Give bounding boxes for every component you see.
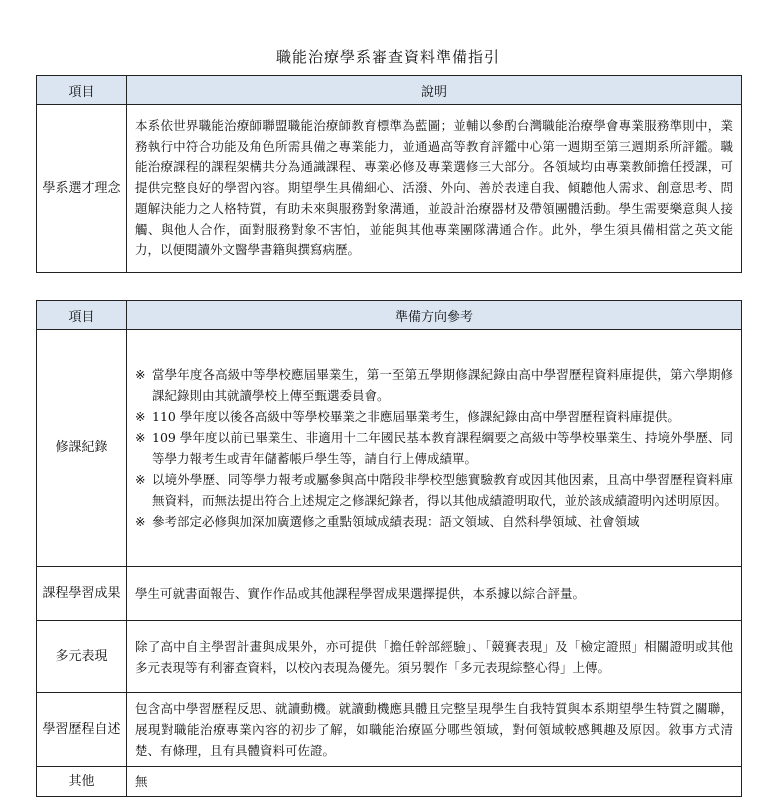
table-header-row — [37, 301, 742, 330]
table-row — [37, 567, 742, 621]
course-record-cell — [127, 330, 742, 567]
list-item — [135, 427, 733, 469]
selection-concept-table — [36, 75, 742, 273]
column-header-item: 項目 — [37, 301, 127, 330]
reference-mark: ※ — [135, 472, 146, 487]
list-item-text: 110 學年度以後各高級中等學校畢業之非應屆畢業考生，修課紀錄由高中學習歷程資料庫提供。 — [152, 409, 680, 424]
row-label-course-record: 修課紀錄 — [37, 330, 127, 567]
preparation-guide-table — [36, 300, 742, 797]
table-row — [37, 105, 742, 273]
list-item — [135, 406, 733, 427]
reference-mark: ※ — [135, 514, 146, 529]
table-row — [37, 767, 742, 797]
column-header-description: 說明 — [127, 76, 742, 105]
reference-mark: ※ — [135, 430, 146, 445]
row-label-diverse-performance: 多元表現 — [37, 621, 127, 693]
page-title: 職能治療學系審查資料準備指引 — [275, 48, 500, 66]
row-label-selection-concept: 學系選才理念 — [37, 105, 127, 273]
row-label-learning-results: 課程學習成果 — [37, 567, 127, 621]
other-text: 無 — [127, 767, 742, 797]
table-row — [37, 621, 742, 693]
table-row — [37, 330, 742, 567]
learning-results-text: 學生可就書面報告、實作作品或其他課程學習成果選擇提供，本系據以綜合評量。 — [127, 567, 742, 621]
table-header-row — [37, 76, 742, 105]
diverse-performance-text: 除了高中自主學習計畫與成果外，亦可提供「擔任幹部經驗」、「競賽表現」及「檢定證照」相關證明或其他多元表現等有利審查資料，以校內表現為優先。須另製作「多元表現綜整心得」上傳。 — [127, 621, 742, 693]
self-statement-text: 包含高中學習歷程反思、就讀動機。就讀動機應具體且完整呈現學生自我特質與本系期望學生特質之關聯，展現對職能治療專業內容的初步了解，如職能治療區分哪些領域，對何領域較感興趣及原因。敘事方式清楚、有條理，且有具體資料可佐證。 — [127, 693, 742, 767]
list-item — [135, 469, 733, 511]
row-label-self-statement: 學習歷程自述 — [37, 693, 127, 767]
table-row — [37, 693, 742, 767]
column-header-item: 項目 — [37, 76, 127, 105]
selection-concept-text: 本系依世界職能治療師聯盟職能治療師教育標準為藍圖；並輔以參酌台灣職能治療學會專業服務準則中，業務執行中符合功能及角色所需具備之專業能力，並通過高等教育評鑑中心第一週期至第三週期系所評鑑。職能治療課程的課程架構共分為通識課程、專業必修及專業選修三大部分。各領域均由專業教師擔任授課，可提供完整良好的學習內容。期望學生具備細心、活潑、外向、善於表達自我、傾聽他人需求、創意思考、問題解決能力之人格特質，有助未來與服務對象溝通，並設計治療器材及帶領團體活動。學生需要樂意與人接觸、與他人合作，面對服務對象不害怕，並能與其他專業團隊溝通合作。此外，學生須具備相當之英文能力，以便閱讀外文醫學書籍與撰寫病歷。 — [127, 105, 742, 273]
list-item-text: 109 學年度以前已畢業生、非適用十二年國民基本教育課程綱要之高級中等學校畢業生、持境外學歷、同等學力報考生或青年儲蓄帳戶學生等，請自行上傳成績單。 — [152, 430, 733, 466]
list-item-text: 參考部定必修與加深加廣選修之重點領域成績表現：語文領域、自然科學領域、社會領域 — [152, 514, 640, 529]
course-record-list — [135, 364, 733, 532]
list-item-text: 當學年度各高級中等學校應屆畢業生，第一至第五學期修課紀錄由高中學習歷程資料庫提供，第六學期修課紀錄則由其就讀學校上傳至甄選委員會。 — [152, 367, 733, 403]
list-item — [135, 364, 733, 406]
reference-mark: ※ — [135, 367, 146, 382]
column-header-reference: 準備方向參考 — [127, 301, 742, 330]
reference-mark: ※ — [135, 409, 146, 424]
list-item-text: 以境外學歷、同等學力報考或屬參與高中階段非學校型態實驗教育或因其他因素，且高中學習歷程資料庫無資料，而無法提出符合上述規定之修課紀錄者，得以其他成績證明取代，並於該成績證明內述明原因。 — [152, 472, 733, 508]
row-label-other: 其他 — [37, 767, 127, 797]
list-item — [135, 511, 733, 532]
